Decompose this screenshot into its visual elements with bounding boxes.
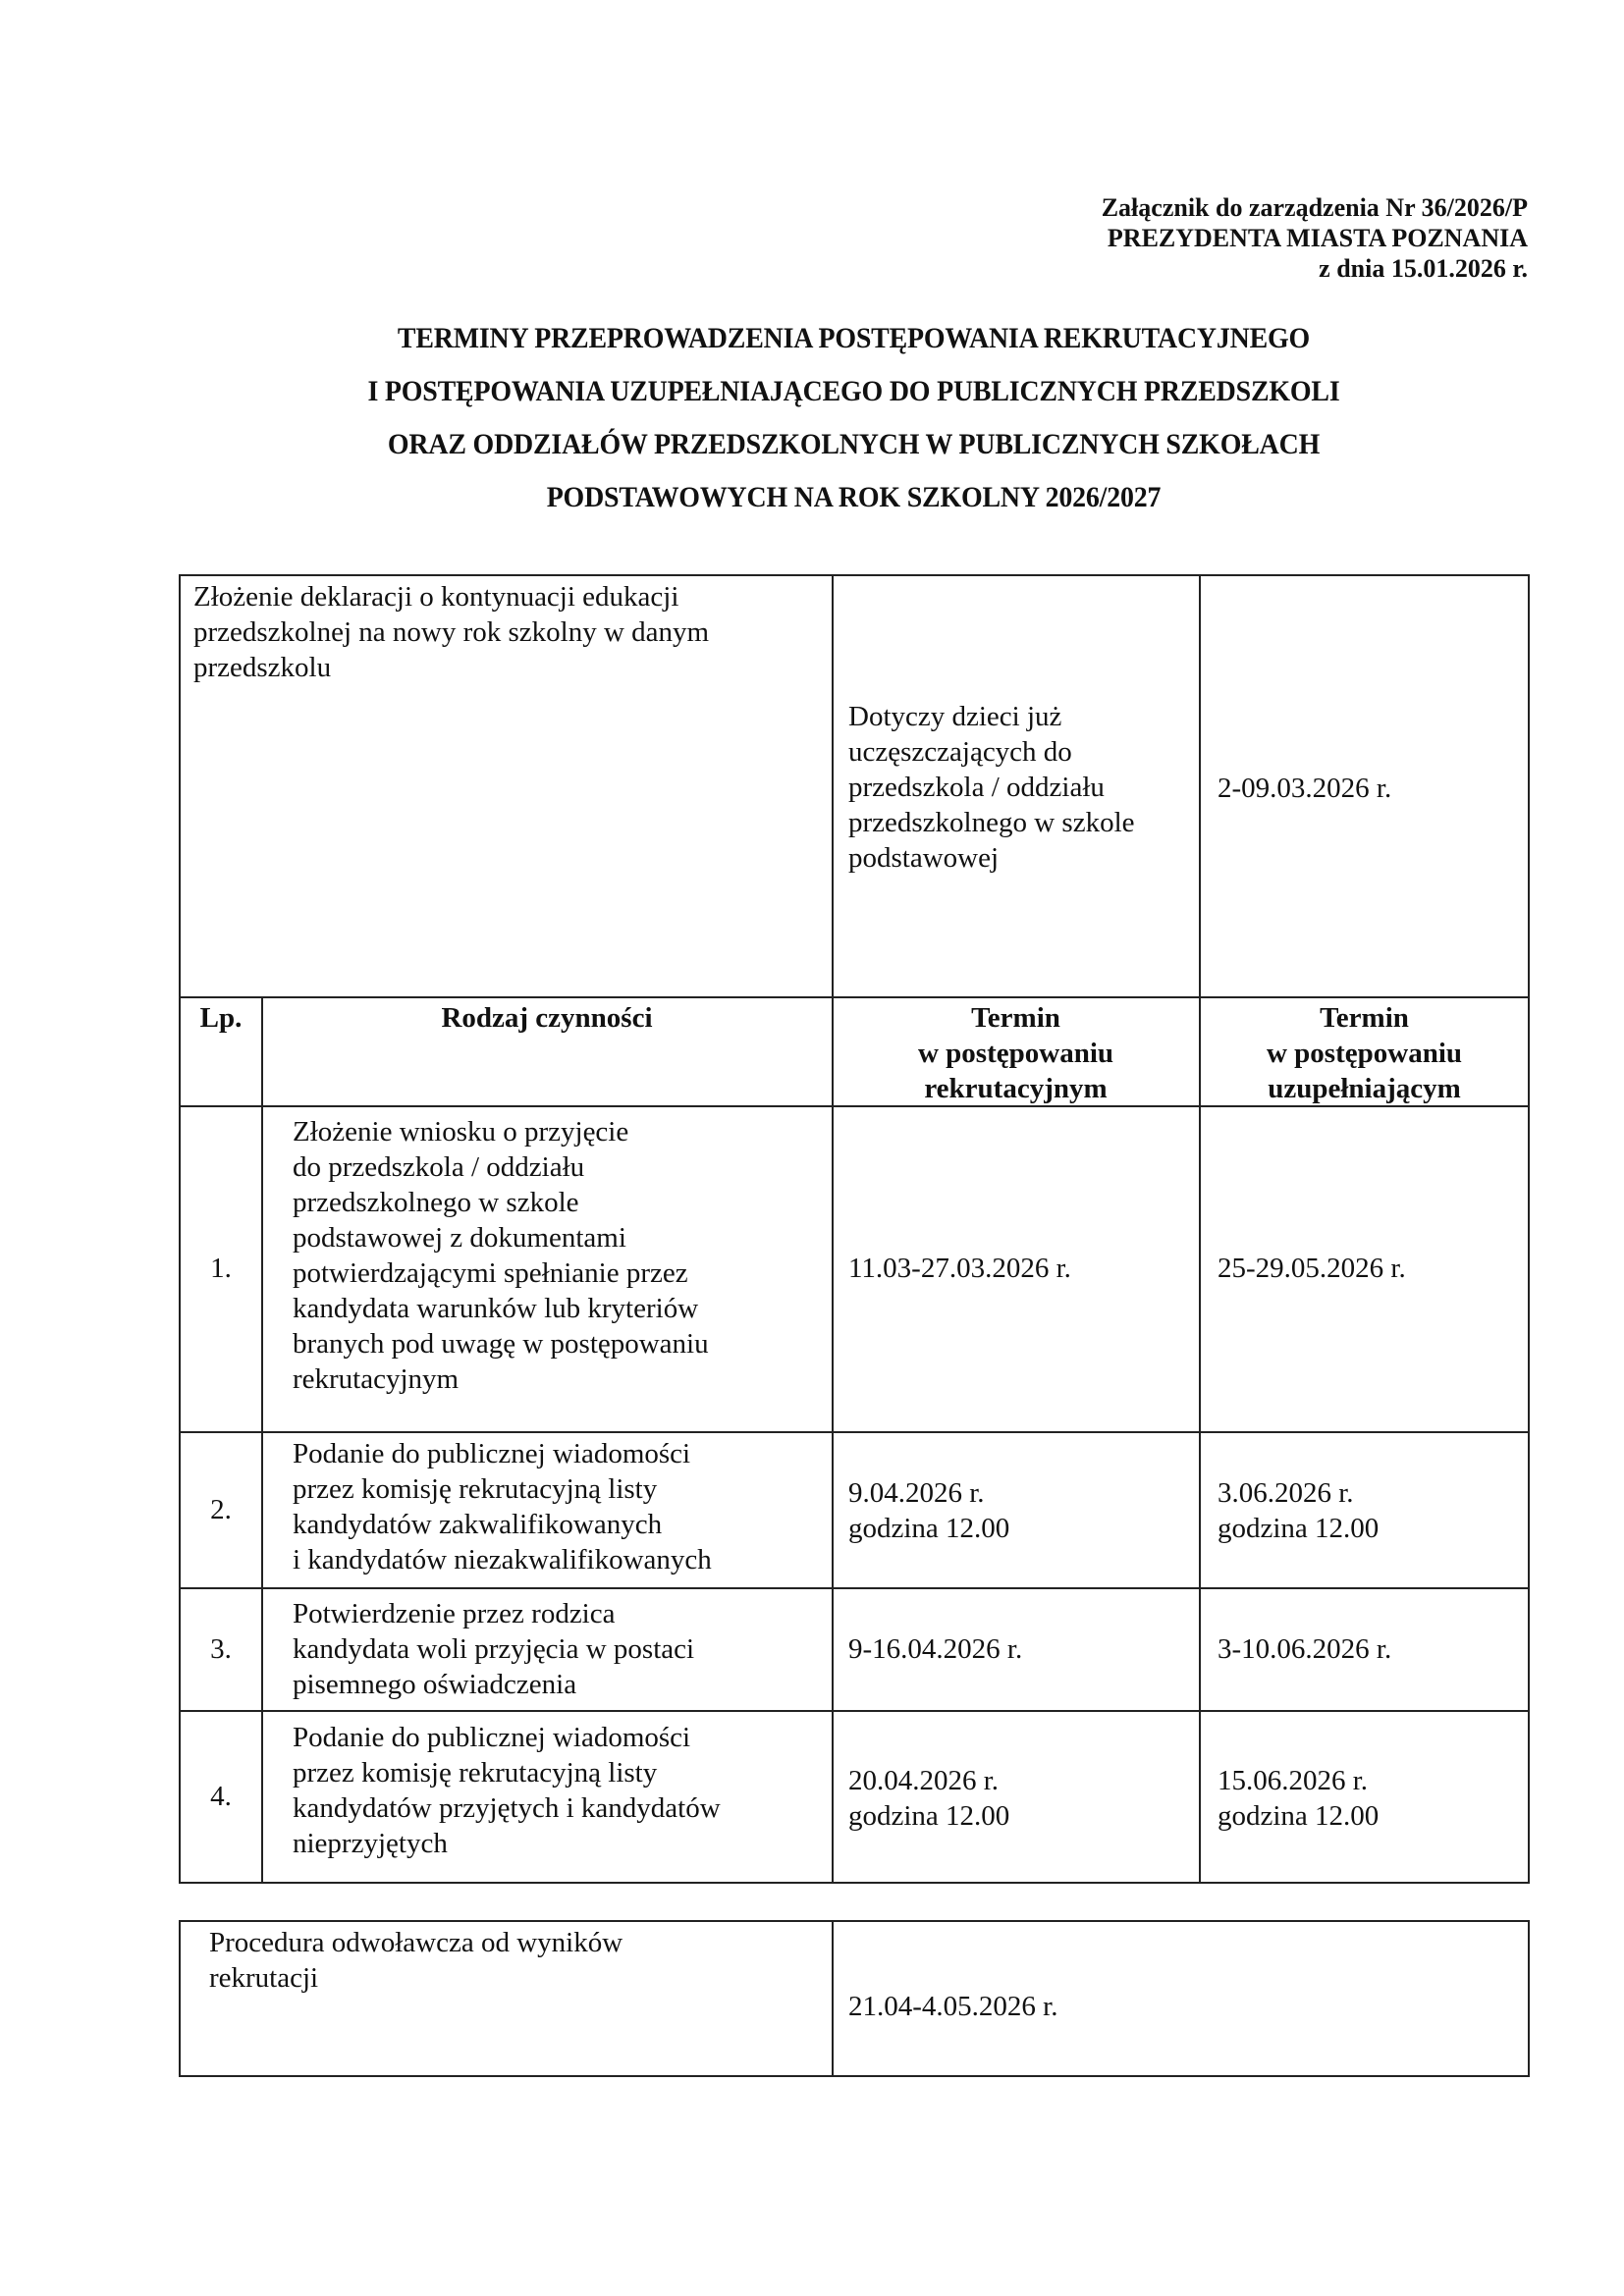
attachment-note-line: PREZYDENTA MIASTA POZNANIA [1107,224,1528,252]
appeal-activity [209,1925,623,1996]
text-line: w postępowaniu [917,1038,1114,1069]
title-line: TERMINY PRZEPROWADZENIA POSTĘPOWANIA REKRUTACYJNEGO [397,322,1311,354]
text-line: godzina 12.00 [1218,1513,1380,1544]
text-line: w postępowaniu [1266,1038,1463,1069]
text-line: rekrutacji [209,1962,319,1994]
column-header-recruitment [832,1000,1200,1106]
table-divider [261,996,263,1884]
declaration-note [848,699,1135,876]
text-line: godzina 12.00 [848,1513,1010,1544]
text-line: 9.04.2026 r. [848,1477,985,1509]
text-line: Podanie do publicznej wiadomości [293,1438,691,1469]
text-line: branych pod uwagę w postępowaniu [293,1328,709,1360]
table-divider [1199,574,1201,1884]
text-line: potwierdzającymi spełnianie przez [293,1257,688,1289]
text-line: kandydata woli przyjęcia w postaci [293,1633,695,1665]
text-line: przedszkolnego w szkole [293,1187,579,1218]
text-line: przedszkolnego w szkole [848,807,1135,838]
text-line: 20.04.2026 r. [848,1765,1000,1796]
table-divider [832,574,834,1884]
text-line: przez komisję rekrutacyjną listy [293,1757,658,1789]
table-divider [179,1431,1530,1433]
row-number: 1. [210,1253,232,1284]
text-line: godzina 12.00 [848,1800,1010,1832]
text-line: Potwierdzenie przez rodzica [293,1598,616,1629]
appeal-date: 21.04-4.05.2026 r. [848,1991,1058,2022]
declaration-activity [193,579,709,685]
title-line: ORAZ ODDZIAŁÓW PRZEDSZKOLNYCH W PUBLICZNYCH SZKOŁACH [387,428,1321,460]
text-line: kandydata warunków lub kryteriów [293,1293,699,1324]
table-divider [832,1920,834,2077]
row-number: 2. [210,1494,232,1525]
attachment-note [1102,192,1528,284]
attachment-note-line: Załącznik do zarządzenia Nr 36/2026/P [1101,193,1528,222]
table-divider [179,996,1530,998]
text-line: uczęszczających do [848,736,1072,768]
text-line: podstawowej [848,842,1000,874]
text-line: godzina 12.00 [1218,1800,1380,1832]
row-supplementary-date: 3-10.06.2026 r. [1218,1633,1392,1665]
text-line: Złożenie deklaracji o kontynuacji edukacji [193,581,679,613]
row-recruitment-date [848,1763,1009,1834]
text-line: 15.06.2026 r. [1218,1765,1369,1796]
row-activity [293,1436,712,1577]
table-divider [179,1587,1530,1589]
attachment-note-date: z dnia 15.01.2026 r. [1319,254,1528,283]
row-activity [293,1720,721,1861]
text-line: do przedszkola / oddziału [293,1151,585,1183]
text-line: Podanie do publicznej wiadomości [293,1722,691,1753]
text-line: podstawowej z dokumentami [293,1222,626,1254]
text-line: przedszkola / oddziału [848,772,1105,803]
column-header-supplementary [1199,1000,1530,1106]
row-activity [293,1596,694,1702]
text-line: 3.06.2026 r. [1218,1477,1354,1509]
row-recruitment-date [848,1475,1009,1546]
text-line: kandydatów zakwalifikowanych [293,1509,663,1540]
text-line: i kandydatów niezakwalifikowanych [293,1544,712,1575]
text-line: przedszkolu [193,652,332,683]
declaration-date: 2-09.03.2026 r. [1218,773,1392,804]
row-supplementary-date [1218,1763,1379,1834]
row-number: 3. [210,1633,232,1665]
row-recruitment-date: 9-16.04.2026 r. [848,1633,1023,1665]
text-line: przedszkolnej na nowy rok szkolny w danym [193,616,710,648]
text-line: Termin [1320,1002,1409,1034]
row-recruitment-date: 11.03-27.03.2026 r. [848,1253,1071,1284]
text-line: uzupełniającym [1268,1073,1461,1104]
column-header-lp: Lp. [199,1002,243,1034]
text-line: rekrutacyjnym [293,1363,460,1395]
document-title [179,312,1529,524]
text-line: przez komisję rekrutacyjną listy [293,1473,658,1505]
row-number: 4. [210,1781,232,1812]
row-supplementary-date [1218,1475,1379,1546]
text-line: Złożenie wniosku o przyjęcie [293,1116,629,1148]
text-line: Procedura odwoławcza od wyników [209,1927,623,1958]
text-line: pisemnego oświadczenia [293,1669,577,1700]
text-line: rekrutacyjnym [924,1073,1108,1104]
row-supplementary-date: 25-29.05.2026 r. [1218,1253,1406,1284]
title-line: I POSTĘPOWANIA UZUPEŁNIAJĄCEGO DO PUBLICZNYCH PRZEDSZKOLI [367,375,1340,407]
text-line: nieprzyjętych [293,1828,448,1859]
text-line: kandydatów przyjętych i kandydatów [293,1792,721,1824]
table-divider [179,1710,1530,1712]
title-line: PODSTAWOWYCH NA ROK SZKOLNY 2026/2027 [546,481,1162,513]
row-activity [293,1114,709,1397]
column-header-activity: Rodzaj czynności [441,1002,653,1034]
text-line: Dotyczy dzieci już [848,701,1062,732]
text-line: Termin [971,1002,1060,1034]
